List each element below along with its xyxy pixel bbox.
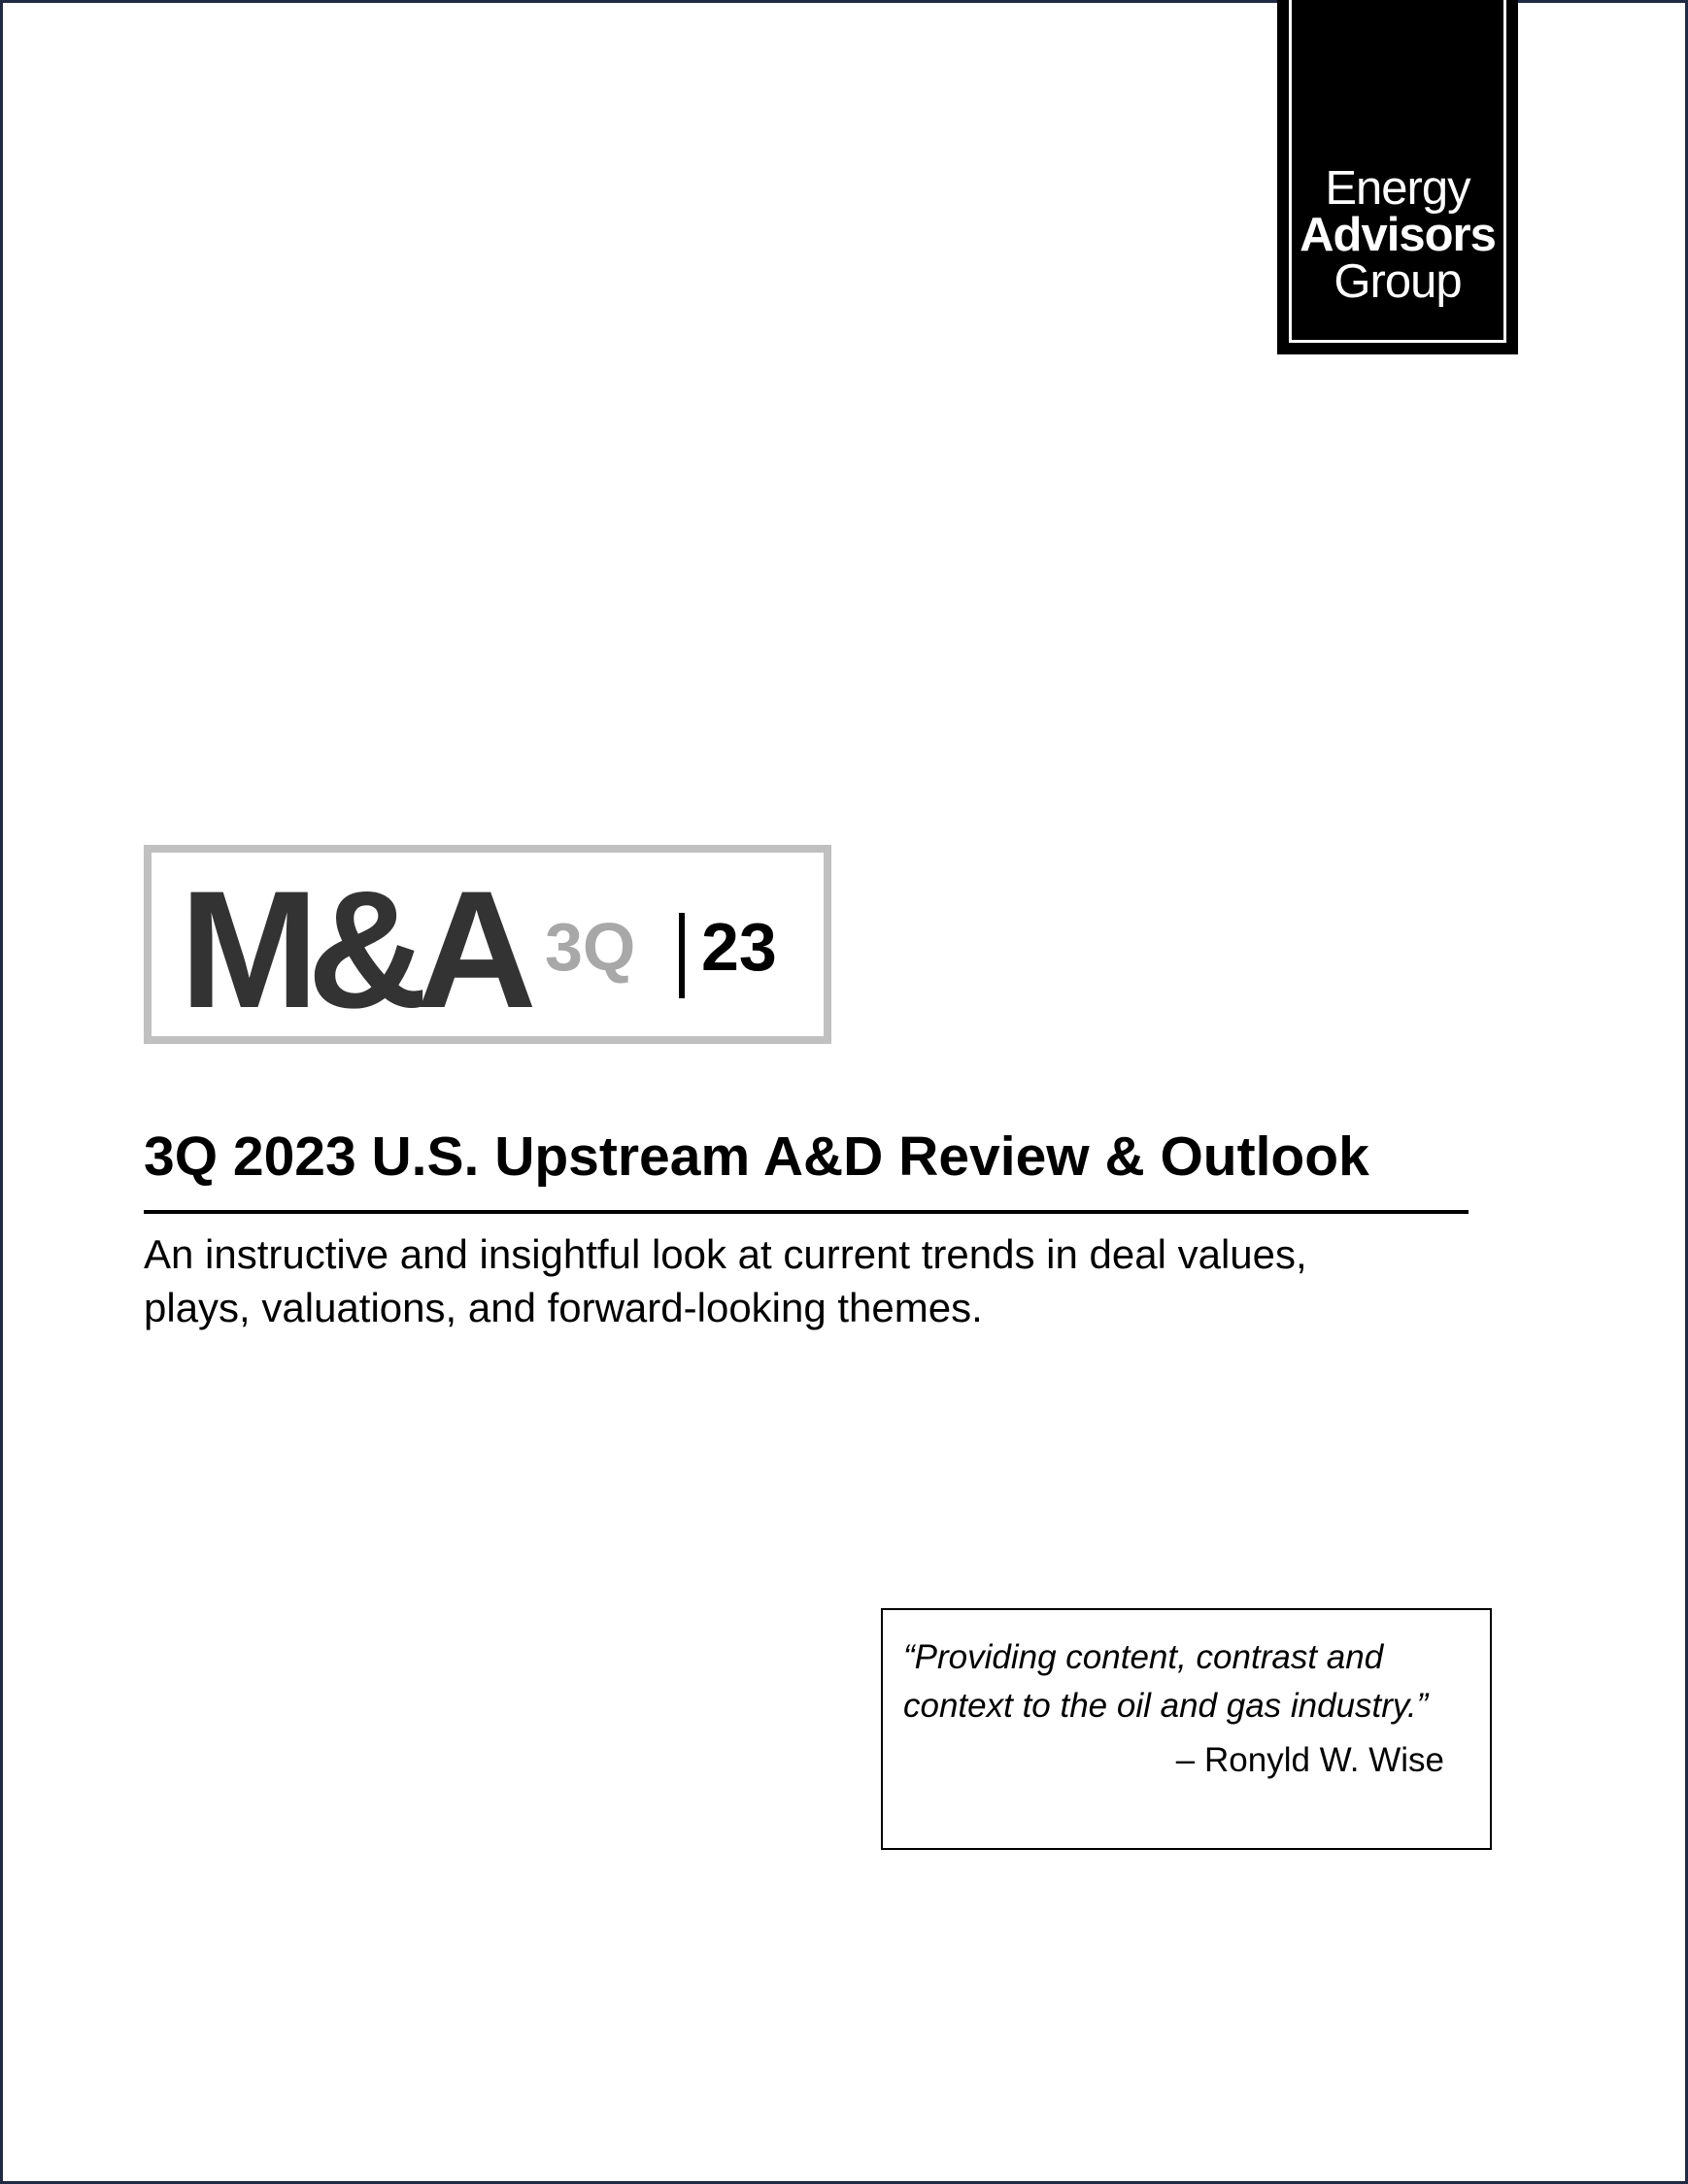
badge-ma-text: M&A bbox=[180, 857, 525, 1043]
subtitle-line-2: plays, valuations, and forward-looking themes. bbox=[144, 1285, 983, 1330]
quote-author: – Ronyld W. Wise bbox=[1175, 1741, 1444, 1779]
logo-line-energy: Energy bbox=[1325, 162, 1470, 215]
logo-line-advisors: Advisors bbox=[1300, 209, 1496, 261]
subtitle-line-1: An instructive and insightful look at current trends in deal values, bbox=[144, 1231, 1307, 1277]
quote-line-1: “Providing content, contrast and bbox=[903, 1638, 1384, 1676]
badge-quarter: 3Q bbox=[545, 909, 636, 985]
title-divider bbox=[144, 1210, 1469, 1214]
ma-quarter-badge bbox=[144, 845, 831, 1044]
quote-line-2: context to the oil and gas industry.” bbox=[903, 1687, 1429, 1725]
logo-line-group: Group bbox=[1334, 255, 1462, 308]
document-subtitle bbox=[144, 1227, 1503, 1334]
quote-text bbox=[903, 1633, 1476, 1730]
badge-year: 23 bbox=[701, 909, 777, 985]
quote-box bbox=[881, 1608, 1492, 1850]
badge-separator bbox=[679, 913, 685, 998]
energy-advisors-group-logo bbox=[1277, 0, 1518, 354]
document-title: 3Q 2023 U.S. Upstream A&D Review & Outlook bbox=[144, 1126, 1369, 1188]
logo-inner-frame bbox=[1289, 0, 1506, 343]
